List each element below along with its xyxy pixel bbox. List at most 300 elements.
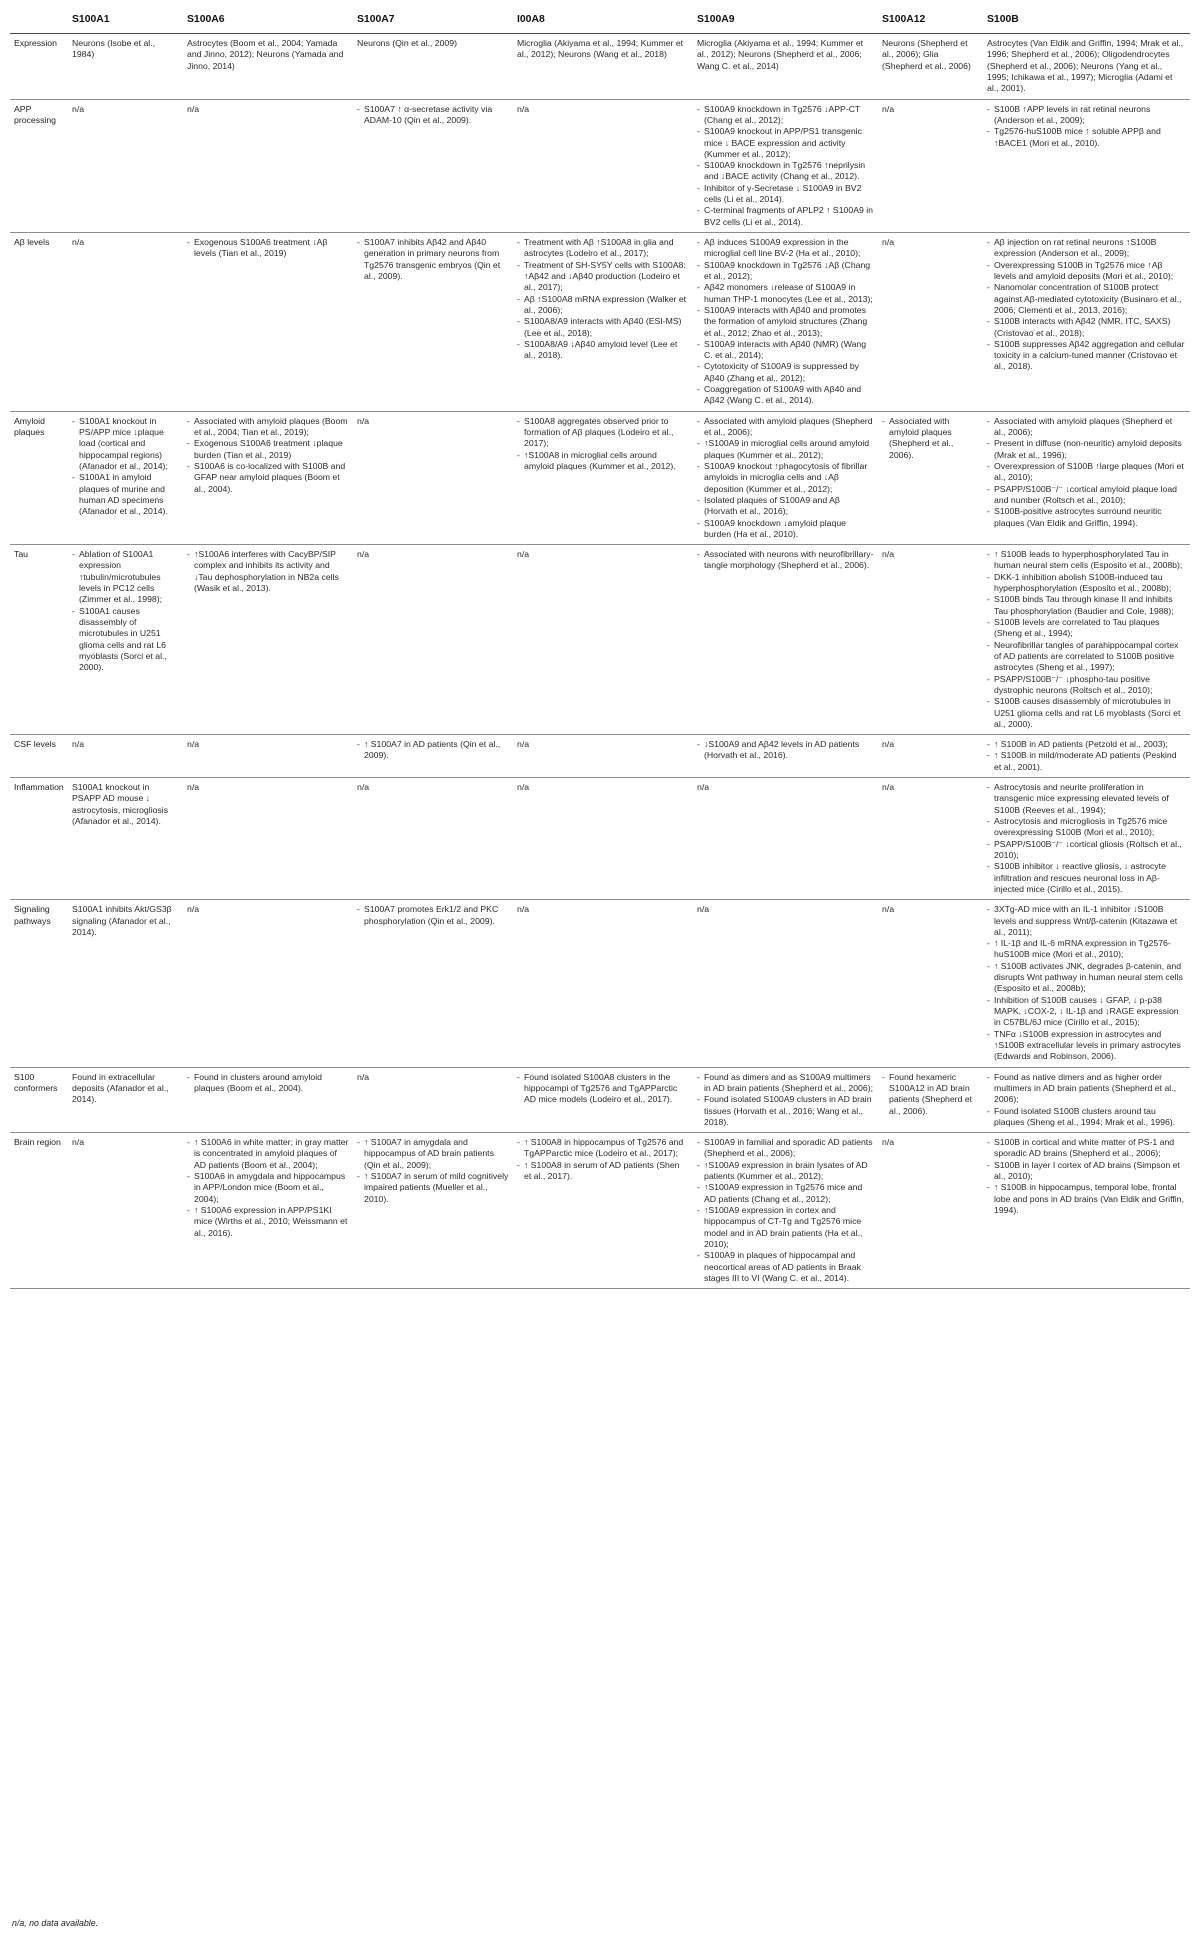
cell-item: - Associated with amyloid plaques (Boom et al., 2004; Tian et al., 2019); xyxy=(187,416,349,439)
table-cell xyxy=(68,735,183,778)
cell-item: S100A1 inhibits Akt/GS3β signaling (Afanador et al., 2014). xyxy=(72,904,172,937)
table-row xyxy=(10,900,1190,1067)
cell-item: - S100B binds Tau through kinase II and inhibits Tau phosphorylation (Baudier and Cole, 1988); xyxy=(987,594,1186,617)
table-cell xyxy=(878,545,983,735)
cell-item: - Found isolated S100A9 clusters in AD brain tissues (Horvath et al., 2016; Wang et al., 2018). xyxy=(697,1094,874,1128)
cell-item: - PSAPP/S100B⁻/⁻ ↓cortical amyloid plaque load and number (Roltsch et al., 2010); xyxy=(987,484,1186,507)
table-row xyxy=(10,1067,1190,1133)
cell-item: - Exogenous S100A6 treatment ↓plaque burden (Tian et al., 2019) xyxy=(187,438,349,461)
cell-item: - Nanomolar concentration of S100B protect against Aβ-mediated cytotoxicity (Businaro et al., 2006; Clementi et al., 2013, 2016); xyxy=(987,282,1186,316)
cell-item: - S100A8/A9 interacts with Aβ40 (ESI-MS) (Lee et al., 2018); xyxy=(517,316,689,339)
cell-item: Found in extracellular deposits (Afanador et al., 2014). xyxy=(72,1071,169,1105)
cell-list xyxy=(697,237,874,407)
cell-list xyxy=(517,739,689,750)
cell-list xyxy=(187,104,349,115)
cell-item: n/a xyxy=(357,1071,370,1082)
s100-protein-table xyxy=(10,10,1190,1289)
table-cell xyxy=(878,99,983,232)
cell-list xyxy=(697,104,874,228)
cell-list xyxy=(987,739,1186,773)
cell-list xyxy=(697,549,874,572)
table-cell xyxy=(68,233,183,412)
table-cell xyxy=(183,900,353,1067)
cell-item: - S100A7 promotes Erk1/2 and PKC phosphorylation (Qin et al., 2009). xyxy=(357,904,509,927)
table-cell xyxy=(878,778,983,900)
column-header-6: S100A12 xyxy=(878,10,983,34)
cell-item: - Associated with neurons with neurofibrillary-tangle morphology (Shepherd et al., 2006). xyxy=(697,549,874,572)
table-cell xyxy=(353,778,513,900)
table-cell xyxy=(878,1133,983,1289)
cell-item: - S100A9 knockdown in Tg2576 ↓APP-CT (Chang et al., 2012); xyxy=(697,104,874,127)
cell-item: - S100A9 knockdown in Tg2576 ↓Aβ (Chang et al., 2012); xyxy=(697,260,874,283)
table-cell xyxy=(693,233,878,412)
cell-item: - Isolated plaques of S100A9 and Aβ (Horvath et al., 2016); xyxy=(697,495,874,518)
cell-item: - Found as native dimers and as higher order multimers in AD brain patients (Shepherd et al., 2006); xyxy=(987,1072,1186,1106)
cell-list xyxy=(882,1137,979,1148)
cell-item: - S100A8/A9 ↓Aβ40 amyloid level (Lee et al., 2018). xyxy=(517,339,689,362)
cell-list xyxy=(697,739,874,762)
cell-item: - S100A1 in amyloid plaques of murine and human AD specimens (Afanador et al., 2014). xyxy=(72,472,179,517)
cell-item: - S100A7 ↑ α-secretase activity via ADAM-10 (Qin et al., 2009). xyxy=(357,104,509,127)
cell-item: - ↑ S100A7 in AD patients (Qin et al., 2009). xyxy=(357,739,509,762)
cell-list xyxy=(187,416,349,495)
table-cell xyxy=(693,778,878,900)
cell-list xyxy=(517,549,689,560)
cell-item: Neurons (Shepherd et al., 2006); Glia (Shepherd et al., 2006) xyxy=(882,38,971,71)
cell-list xyxy=(697,904,874,915)
cell-item: - ↑ S100B leads to hyperphosphorylated Tau in human neural stem cells (Esposito et al., 2008b); xyxy=(987,549,1186,572)
cell-list xyxy=(882,104,979,115)
table-cell xyxy=(878,411,983,544)
table-cell xyxy=(513,411,693,544)
cell-list xyxy=(882,237,979,248)
table-cell xyxy=(183,1067,353,1133)
column-header-2: S100A6 xyxy=(183,10,353,34)
table-cell xyxy=(983,1067,1190,1133)
cell-list xyxy=(882,1072,979,1117)
cell-list xyxy=(357,237,509,282)
table-cell xyxy=(183,545,353,735)
table-row xyxy=(10,233,1190,412)
cell-list xyxy=(697,782,874,793)
cell-item: - Treatment of SH-SY5Y cells with S100A8: ↑Aβ42 and ↓Aβ40 production (Lodeiro et al., 2017); xyxy=(517,260,689,294)
cell-item: - Cytotoxicity of S100A9 is suppressed by Aβ40 (Zhang et al., 2012); xyxy=(697,361,874,384)
cell-list xyxy=(882,416,979,461)
table-cell xyxy=(693,545,878,735)
cell-item: - ↑S100A8 in microglial cells around amyloid plaques (Kummer et al., 2012). xyxy=(517,450,689,473)
cell-list xyxy=(882,549,979,560)
table-cell xyxy=(183,411,353,544)
row-label: Aβ levels xyxy=(10,233,68,412)
cell-item: n/a xyxy=(882,782,895,793)
table-cell xyxy=(693,34,878,100)
cell-list xyxy=(987,1137,1186,1216)
cell-list xyxy=(987,416,1186,529)
cell-list xyxy=(882,739,979,750)
cell-list xyxy=(517,782,689,793)
cell-list xyxy=(72,1137,179,1148)
cell-item: n/a xyxy=(72,1137,85,1148)
cell-item: n/a xyxy=(72,103,85,114)
cell-item: - ↑S100A9 expression in brain lysates of AD patients (Kummer et al., 2012); xyxy=(697,1160,874,1183)
cell-item: - Found isolated S100A8 clusters in the hippocampi of Tg2576 and TgAPParctic AD mice models (Lodeiro et al., 2017). xyxy=(517,1072,689,1106)
table-cell xyxy=(353,1067,513,1133)
cell-list xyxy=(987,549,1186,730)
cell-item: - S100B inhibitor ↓ reactive gliosis, ↓ astrocyte infiltration and rescues neuronal loss in Aβ-injected mice (Cirillo et al., 2015). xyxy=(987,861,1186,895)
cell-item: - S100B suppresses Aβ42 aggregation and cellular toxicity in a calcium-tuned manner (Cristovao et al., 2018). xyxy=(987,339,1186,373)
table-cell xyxy=(183,233,353,412)
table-cell xyxy=(68,34,183,100)
table-row xyxy=(10,545,1190,735)
table-cell xyxy=(878,900,983,1067)
cell-item: - ↑S100A9 in microglial cells around amyloid plaques (Kummer et al., 2012); xyxy=(697,438,874,461)
cell-item: n/a xyxy=(72,739,85,750)
cell-list xyxy=(357,1137,509,1205)
cell-item: - ↑ S100A7 in amygdala and hippocampus of AD brain patients (Qin et al., 2009); xyxy=(357,1137,509,1171)
cell-item: n/a xyxy=(72,237,85,247)
row-label: APP processing xyxy=(10,99,68,232)
cell-item: - Associated with amyloid plaques (Shepherd et al., 2006); xyxy=(697,416,874,439)
table-row xyxy=(10,735,1190,778)
table-cell xyxy=(513,778,693,900)
row-label: Amyloid plaques xyxy=(10,411,68,544)
table-cell xyxy=(693,99,878,232)
table-cell xyxy=(68,1067,183,1133)
cell-list xyxy=(697,1137,874,1284)
cell-item: - Neurofibrillar tangles of parahippocampal cortex of AD patients are correlated to S100B positive astrocytes (Sheng et al., 1997); xyxy=(987,640,1186,674)
cell-item: - ↑S100A9 expression in cortex and hippocampus of CT-Tg and Tg2576 mice model and in AD brain patients (Ha et al., 2010); xyxy=(697,1205,874,1250)
cell-item: - ↑S100A9 expression in Tg2576 mice and AD patients (Chang et al., 2012); xyxy=(697,1182,874,1205)
cell-list xyxy=(357,38,509,49)
cell-item: - Found in clusters around amyloid plaques (Boom et al., 2004). xyxy=(187,1072,349,1095)
header-row xyxy=(10,10,1190,34)
column-header-4: I00A8 xyxy=(513,10,693,34)
cell-list xyxy=(357,782,509,793)
cell-item: - Aβ induces S100A9 expression in the microglial cell line BV-2 (Ha et al., 2010); xyxy=(697,237,874,260)
cell-list xyxy=(72,1072,179,1106)
cell-list xyxy=(72,38,179,61)
cell-item: n/a xyxy=(882,904,895,915)
table-cell xyxy=(693,900,878,1067)
table-row xyxy=(10,34,1190,100)
table-row xyxy=(10,411,1190,544)
table-cell xyxy=(68,99,183,232)
cell-item: n/a xyxy=(882,1137,895,1148)
table-cell xyxy=(513,1133,693,1289)
cell-list xyxy=(697,38,874,72)
cell-item: Microglia (Akiyama et al., 1994; Kummer et al., 2012); Neurons (Wang et al., 2018) xyxy=(517,38,684,60)
table-cell xyxy=(353,735,513,778)
cell-item: Neurons (Isobe et al., 1984) xyxy=(72,38,156,60)
cell-list xyxy=(517,38,689,61)
cell-item: - Overexpressing S100B in Tg2576 mice ↑Aβ levels and amyloid deposits (Mori et al., 2010); xyxy=(987,260,1186,283)
cell-item: - ↑ S100A8 in hippocampus of Tg2576 and TgAPParctic mice (Lodeiro et al., 2017); xyxy=(517,1137,689,1160)
cell-item: n/a xyxy=(517,103,530,114)
cell-item: n/a xyxy=(357,549,370,560)
cell-list xyxy=(357,416,509,427)
table-row xyxy=(10,99,1190,232)
table-cell xyxy=(693,411,878,544)
table-cell xyxy=(353,545,513,735)
cell-item: - Found isolated S100B clusters around tau plaques (Sheng et al., 1994; Mrak et al., 1996). xyxy=(987,1106,1186,1129)
cell-item: n/a xyxy=(187,904,200,915)
cell-item: n/a xyxy=(882,103,895,114)
cell-list xyxy=(72,549,179,673)
cell-item: n/a xyxy=(517,782,530,793)
table-cell xyxy=(353,99,513,232)
cell-item: - S100B causes disassembly of microtubules in U251 glioma cells and rat L6 myoblasts (Sorci et al., 2000). xyxy=(987,696,1186,730)
cell-item: - PSAPP/S100B⁻/⁻ ↓phospho-tau positive dystrophic neurons (Roltsch et al., 2010); xyxy=(987,674,1186,697)
cell-item: Neurons (Qin et al., 2009) xyxy=(357,38,457,48)
table-cell xyxy=(983,99,1190,232)
table-cell xyxy=(68,545,183,735)
cell-list xyxy=(517,1072,689,1106)
cell-list xyxy=(987,904,1186,1062)
cell-list xyxy=(187,549,349,594)
table-cell xyxy=(693,735,878,778)
cell-item: - S100A9 in familial and sporadic AD patients (Shepherd et al., 2006); xyxy=(697,1137,874,1160)
cell-item: n/a xyxy=(697,782,710,793)
cell-list xyxy=(357,739,509,762)
cell-list xyxy=(187,38,349,72)
cell-list xyxy=(882,782,979,793)
table-cell xyxy=(183,99,353,232)
cell-list xyxy=(697,416,874,540)
cell-item: - ↑ S100B activates JNK, degrades β-catenin, and disrupts Wnt pathway in human neural stem cells (Esposito et al., 2008b); xyxy=(987,961,1186,995)
cell-list xyxy=(72,237,179,248)
table-cell xyxy=(513,900,693,1067)
cell-item: - Treatment with Aβ ↑S100A8 in glia and astrocytes (Lodeiro et al., 2017); xyxy=(517,237,689,260)
cell-list xyxy=(72,782,179,827)
row-label: Expression xyxy=(10,34,68,100)
cell-list xyxy=(987,1072,1186,1129)
cell-list xyxy=(517,237,689,361)
row-label: Tau xyxy=(10,545,68,735)
cell-item: - S100A9 knockout ↑phagocytosis of fibrillar amyloids in microglia cells and ↓Aβ deposition (Kummer et al., 2012); xyxy=(697,461,874,495)
row-label: S100 conformers xyxy=(10,1067,68,1133)
cell-list xyxy=(187,904,349,915)
cell-item: - S100B ↑APP levels in rat retinal neurons (Anderson et al., 2009); xyxy=(987,104,1186,127)
cell-item: - ↑ S100A6 in white matter; in gray matter is concentrated in amyloid plaques of AD patients (Boom et al., 2004); xyxy=(187,1137,349,1171)
cell-item: n/a xyxy=(187,782,200,793)
row-label: Brain region xyxy=(10,1133,68,1289)
cell-item: - Present in diffuse (non-neuritic) amyloid deposits (Mrak et al., 1996); xyxy=(987,438,1186,461)
cell-item: - S100A6 in amygdala and hippocampus in APP/London mice (Boom et al., 2004); xyxy=(187,1171,349,1205)
cell-item: - Associated with amyloid plaques (Shepherd et al., 2006). xyxy=(882,416,979,461)
table-cell xyxy=(183,1133,353,1289)
table-cell xyxy=(983,411,1190,544)
table-footnote: n/a, no data available. xyxy=(12,1918,99,1928)
cell-item: Astrocytes (Boom et al., 2004; Yamada and Jinno, 2012); Neurons (Yamada and Jinno, 2014) xyxy=(187,38,344,71)
cell-item: - S100A9 knockout in APP/PS1 transgenic mice ↓ BACE expression and activity (Kummer et al., 2012); xyxy=(697,126,874,160)
cell-list xyxy=(987,782,1186,895)
cell-list xyxy=(72,416,179,518)
cell-item: n/a xyxy=(187,739,200,750)
cell-list xyxy=(517,904,689,915)
cell-list xyxy=(187,237,349,260)
cell-item: - Astrocytosis and neurite proliferation in transgenic mice expressing elevated levels of S100B (Reeves et al., 1994); xyxy=(987,782,1186,816)
table-cell xyxy=(513,34,693,100)
cell-item: - Aβ injection on rat retinal neurons ↑S100B expression (Anderson et al., 2009); xyxy=(987,237,1186,260)
table-cell xyxy=(983,34,1190,100)
table-cell xyxy=(983,900,1190,1067)
table-cell xyxy=(878,233,983,412)
cell-item: - S100A9 knockdown ↓amyloid plaque burden (Ha et al., 2010). xyxy=(697,518,874,541)
cell-item: - ↑S100A6 interferes with CacyBP/SIP complex and inhibits its activity and ↓Tau dephosphorylation in NB2a cells (Wasik et al., 2013). xyxy=(187,549,349,594)
table-cell xyxy=(513,545,693,735)
table-cell xyxy=(183,735,353,778)
row-label: Inflammation xyxy=(10,778,68,900)
cell-list xyxy=(882,904,979,915)
cell-list xyxy=(517,416,689,473)
table-cell xyxy=(353,1133,513,1289)
table-cell xyxy=(353,411,513,544)
cell-item: - ↑ S100B in hippocampus, temporal lobe, frontal lobe and pons in AD brains (Van Eldik and Griffin, 1994). xyxy=(987,1182,1186,1216)
cell-item: - Inhibitor of γ-Secretase ↓ S100A9 in BV2 cells (Li et al., 2014). xyxy=(697,183,874,206)
cell-item: - S100A9 interacts with Aβ40 (NMR) (Wang C. et al., 2014); xyxy=(697,339,874,362)
cell-list xyxy=(187,1072,349,1095)
table-cell xyxy=(353,233,513,412)
table-cell xyxy=(693,1067,878,1133)
cell-list xyxy=(987,237,1186,373)
cell-item: Astrocytes (Van Eldik and Griffin, 1994; Mrak et al., 1996; Shepherd et al., 2006); Oligodendrocytes (Shepherd et al., 2006); Neurons (Yang et al., 1995; Ichikawa et al., 1997); Microglia (Adami et al., 2001). xyxy=(987,38,1184,94)
cell-item: - S100B in cortical and white matter of PS-1 and sporadic AD brains (Shepherd et al., 2006); xyxy=(987,1137,1186,1160)
table-row xyxy=(10,1133,1190,1289)
cell-item: - ↓S100A9 and Aβ42 levels in AD patients (Horvath et al., 2016). xyxy=(697,739,874,762)
table-body xyxy=(10,34,1190,1289)
cell-list xyxy=(517,1137,689,1182)
cell-item: - TNFα ↓S100B expression in astrocytes and ↑S100B extracellular levels in primary astrocytes (Edwards and Robinson, 2006). xyxy=(987,1029,1186,1063)
table-cell xyxy=(983,735,1190,778)
row-label: Signaling pathways xyxy=(10,900,68,1067)
column-header-3: S100A7 xyxy=(353,10,513,34)
cell-item: - S100A1 knockout in PS/APP mice ↓plaque load (cortical and hippocampal regions) (Afanador et al., 2014); xyxy=(72,416,179,473)
cell-item: - S100B levels are correlated to Tau plaques (Sheng et al., 1994); xyxy=(987,617,1186,640)
cell-item: n/a xyxy=(517,739,530,750)
cell-list xyxy=(357,904,509,927)
table-cell xyxy=(878,735,983,778)
cell-item: - 3XTg-AD mice with an IL-1 inhibitor ↓S100B levels and suppress Wnt/β-catenin (Kitazawa et al., 2011); xyxy=(987,904,1186,938)
column-header-5: S100A9 xyxy=(693,10,878,34)
table-cell xyxy=(983,1133,1190,1289)
cell-item: - S100B interacts with Aβ42 (NMR, ITC, SAXS) (Cristovao et al., 2018); xyxy=(987,316,1186,339)
table-cell xyxy=(353,34,513,100)
cell-item: - Found hexameric S100A12 in AD brain patients (Shepherd et al., 2006). xyxy=(882,1072,979,1117)
table-cell xyxy=(353,900,513,1067)
cell-list xyxy=(187,782,349,793)
cell-item: - S100A9 in plaques of hippocampal and neocortical areas of AD patients in Braak stages III to VI (Wang C. et al., 2014). xyxy=(697,1250,874,1284)
table-cell xyxy=(983,233,1190,412)
cell-list xyxy=(697,1072,874,1129)
column-header-0 xyxy=(10,10,68,34)
cell-item: - Exogenous S100A6 treatment ↓Aβ levels (Tian et al., 2019) xyxy=(187,237,349,260)
table-cell xyxy=(513,99,693,232)
table-cell xyxy=(183,34,353,100)
cell-item: - ↑ S100B in mild/moderate AD patients (Peskind et al., 2001). xyxy=(987,750,1186,773)
cell-item: - S100A6 is co-localized with S100B and GFAP near amyloid plaques (Boom et al., 2004). xyxy=(187,461,349,495)
row-label: CSF levels xyxy=(10,735,68,778)
cell-list xyxy=(987,104,1186,149)
cell-item: n/a xyxy=(882,739,895,750)
cell-item: S100A1 knockout in PSAPP AD mouse ↓ astrocytosis, microgliosis (Afanador et al., 2014). xyxy=(72,782,169,826)
cell-item: n/a xyxy=(697,904,710,915)
table-cell xyxy=(68,1133,183,1289)
cell-list xyxy=(357,549,509,560)
cell-item: n/a xyxy=(882,549,895,560)
cell-item: n/a xyxy=(517,904,530,915)
cell-item: - Aβ42 monomers ↓release of S100A9 in human THP-1 monocytes (Lee et al., 2013); xyxy=(697,282,874,305)
table-cell xyxy=(878,1067,983,1133)
cell-item: Microglia (Akiyama et al., 1994; Kummer et al., 2012); Neurons (Shepherd et al., 2006; Wang C. et al., 2014) xyxy=(697,38,864,71)
column-header-7: S100B xyxy=(983,10,1190,34)
cell-list xyxy=(882,38,979,72)
table-cell xyxy=(983,545,1190,735)
column-header-1: S100A1 xyxy=(68,10,183,34)
table-cell xyxy=(68,900,183,1067)
cell-list xyxy=(987,38,1186,95)
cell-list xyxy=(357,104,509,127)
cell-list xyxy=(72,904,179,938)
cell-item: - C-terminal fragments of APLP2 ↑ S100A9 in BV2 cells (Li et al., 2014). xyxy=(697,205,874,228)
cell-list xyxy=(357,1072,509,1083)
cell-item: - S100A9 knockdown in Tg2576 ↑neprilysin and ↓BACE activity (Chang et al., 2012). xyxy=(697,160,874,183)
table-cell xyxy=(183,778,353,900)
table-cell xyxy=(513,233,693,412)
table-cell xyxy=(878,34,983,100)
cell-item: - Found as dimers and as S100A9 multimers in AD brain patients (Shepherd et al., 2006); xyxy=(697,1072,874,1095)
cell-item: - ↑ S100A8 in serum of AD patients (Shen et al., 2017). xyxy=(517,1160,689,1183)
cell-list xyxy=(72,104,179,115)
cell-item: - S100A9 interacts with Aβ40 and promotes the formation of amyloid structures (Zhang et al., 2012; Zhao et al., 2013); xyxy=(697,305,874,339)
cell-item: - ↑ IL-1β and IL-6 mRNA expression in Tg2576-huS100B mice (Mori et al., 2010); xyxy=(987,938,1186,961)
cell-item: - Inhibition of S100B causes ↓ GFAP, ↓ p-p38 MAPK, ↓COX-2, ↓ IL-1β and ↓RAGE expression in C57BL/6J mice (Cirillo et al., 2015); xyxy=(987,995,1186,1029)
cell-item: - ↑ S100A6 expression in APP/PS1KI mice (Wirths et al., 2010; Weissmann et al., 2016). xyxy=(187,1205,349,1239)
cell-item: n/a xyxy=(187,103,200,114)
cell-item: - S100A8 aggregates observed prior to formation of Aβ plaques (Lodeiro et al., 2017); xyxy=(517,416,689,450)
cell-item: - Astrocytosis and microgliosis in Tg2576 mice overexpressing S100B (Mori et al., 2010); xyxy=(987,816,1186,839)
cell-item: - Tg2576-huS100B mice ↑ soluble APPβ and ↑BACE1 (Mori et al., 2010). xyxy=(987,126,1186,149)
cell-item: - S100A1 causes disassembly of microtubules in U251 glioma cells and rat L6 myoblasts (Sorci et al., 2000). xyxy=(72,606,179,674)
cell-item: - Coaggregation of S100A9 with Aβ40 and Aβ42 (Wang C. et al., 2014). xyxy=(697,384,874,407)
cell-item: - Ablation of S100A1 expression ↑tubulin/microtubules levels in PC12 cells (Zimmer et al., 1998); xyxy=(72,549,179,606)
cell-item: n/a xyxy=(517,549,530,560)
table-cell xyxy=(68,778,183,900)
cell-item: - Associated with amyloid plaques (Shepherd et al., 2006); xyxy=(987,416,1186,439)
table-cell xyxy=(68,411,183,544)
cell-list xyxy=(187,1137,349,1239)
cell-item: - S100A7 inhibits Aβ42 and Aβ40 generation in primary neurons from Tg2576 transgenic embryos (Qin et al., 2009). xyxy=(357,237,509,282)
table-cell xyxy=(513,735,693,778)
table-row xyxy=(10,778,1190,900)
table-cell xyxy=(513,1067,693,1133)
cell-item: n/a xyxy=(882,237,895,247)
cell-item: - S100B-positive astrocytes surround neuritic plaques (Van Eldik and Griffin, 1994). xyxy=(987,506,1186,529)
cell-item: n/a xyxy=(357,782,370,793)
cell-list xyxy=(72,739,179,750)
cell-item: - Aβ ↑S100A8 mRNA expression (Walker et al., 2006); xyxy=(517,294,689,317)
cell-item: - PSAPP/S100B⁻/⁻ ↓cortical gliosis (Roltsch et al., 2010); xyxy=(987,839,1186,862)
cell-item: - ↑ S100A7 in serum of mild cognitively impaired patients (Mueller et al., 2010). xyxy=(357,1171,509,1205)
cell-item: - Overexpression of S100B ↑large plaques (Mori et al., 2010); xyxy=(987,461,1186,484)
cell-list xyxy=(187,739,349,750)
cell-item: - DKK-1 inhibition abolish S100B-induced tau hyperphosphorylation (Esposito et al., 2008b); xyxy=(987,572,1186,595)
cell-item: - S100B in layer I cortex of AD brains (Simpson et al., 2010); xyxy=(987,1160,1186,1183)
cell-item: n/a xyxy=(357,415,370,426)
table-cell xyxy=(693,1133,878,1289)
cell-list xyxy=(517,104,689,115)
table-cell xyxy=(983,778,1190,900)
cell-item: - ↑ S100B in AD patients (Petzold et al., 2003); xyxy=(987,739,1186,750)
